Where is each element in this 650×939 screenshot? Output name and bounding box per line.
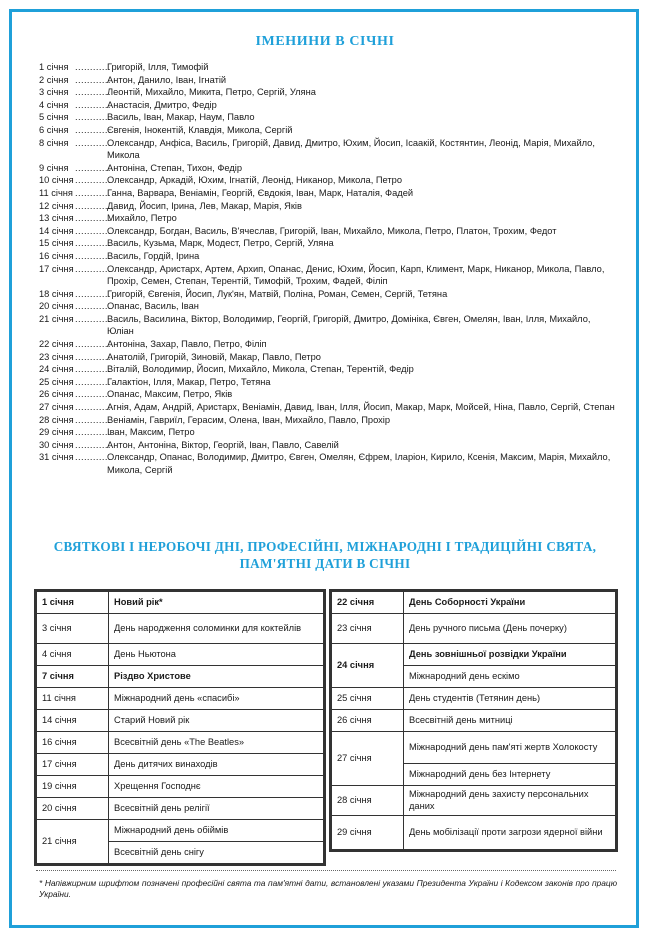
holiday-event: День дитячих винаходів (109, 754, 324, 776)
nameday-row (39, 351, 619, 364)
nameday-date (39, 74, 111, 87)
holiday-row (332, 644, 616, 666)
nameday-date (39, 174, 111, 187)
nameday-row (39, 99, 619, 112)
holiday-date: 14 січня (37, 710, 109, 732)
holiday-event: День студентів (Тетянин день) (404, 688, 616, 710)
nameday-names: Опанас, Максим, Петро, Яків (107, 389, 233, 400)
nameday-date-label: 8 січня (39, 137, 69, 148)
nameday-row (39, 187, 619, 200)
nameday-date (39, 363, 111, 376)
holiday-date: 20 січня (37, 798, 109, 820)
holiday-row (332, 786, 616, 816)
nameday-row (39, 212, 619, 225)
holiday-row (332, 614, 616, 644)
nameday-date (39, 439, 111, 452)
holiday-event: Міжнародний день «спасибі» (109, 688, 324, 710)
nameday-date (39, 300, 111, 313)
nameday-date-label: 27 січня (39, 402, 74, 413)
holiday-event: Всесвітній день митниці (404, 710, 616, 732)
nameday-names: Євгенія, Інокентій, Клавдія, Микола, Сергій (107, 124, 293, 135)
nameday-names: Давид, Йосип, Ірина, Лев, Макар, Марія, Яків (107, 200, 302, 211)
holiday-date: 4 січня (37, 644, 109, 666)
nameday-dot-leader: ............ (75, 376, 111, 387)
holiday-row (37, 688, 324, 710)
nameday-date-label: 15 січня (39, 238, 74, 249)
nameday-date (39, 225, 111, 238)
holiday-date: 1 січня (37, 592, 109, 614)
holiday-event: Всесвітній день снігу (109, 842, 324, 864)
nameday-names: Антоніна, Степан, Тихон, Федір (107, 162, 243, 173)
holiday-date: 11 січня (37, 688, 109, 710)
nameday-date-label: 1 січня (39, 62, 69, 72)
nameday-names: Василь, Гордій, Ірина (107, 250, 200, 261)
nameday-row (39, 288, 619, 301)
holiday-row (37, 798, 324, 820)
nameday-names: Василь, Іван, Макар, Наум, Павло (107, 112, 255, 123)
holiday-event: День мобілізації проти загрози ядерної війни (404, 816, 616, 850)
nameday-date (39, 162, 111, 175)
nameday-row (39, 86, 619, 99)
holiday-date: 25 січня (332, 688, 404, 710)
holidays-title: СВЯТКОВІ І НЕРОБОЧІ ДНІ, ПРОФЕСІЙНІ, МІЖНАРОДНІ І ТРАДИЦІЙНІ СВЯТА, ПАМ'ЯТНІ ДАТИ В СІЧНІ (53, 539, 597, 571)
nameday-date-label: 9 січня (39, 162, 69, 173)
holiday-date: 16 січня (37, 732, 109, 754)
nameday-date (39, 376, 111, 389)
nameday-names: Олександр, Богдан, Василь, В'ячеслав, Григорій, Іван, Михайло, Микола, Петро, Платон, Трохим, Федот (107, 225, 557, 236)
holiday-event: Хрещення Господнє (109, 776, 324, 798)
nameday-date-label: 14 січня (39, 225, 74, 236)
nameday-row (39, 376, 619, 389)
holiday-event: Міжнародний день ескімо (404, 666, 616, 688)
nameday-dot-leader: ............ (75, 225, 111, 236)
nameday-names: Анатолій, Григорій, Зиновій, Макар, Павло, Петро (107, 351, 321, 362)
nameday-date-label: 22 січня (39, 339, 74, 350)
nameday-row (39, 225, 619, 238)
nameday-row (39, 174, 619, 187)
nameday-dot-leader: ............ (75, 162, 111, 173)
holiday-event: День Ньютона (109, 644, 324, 666)
nameday-date (39, 451, 111, 476)
holiday-event: Міжнародний день пам'яті жертв Холокосту (404, 732, 616, 764)
nameday-date (39, 263, 111, 288)
nameday-names: Антоніна, Захар, Павло, Петро, Філіп (107, 339, 267, 350)
nameday-dot-leader: ............ (75, 99, 111, 110)
holiday-row (332, 816, 616, 850)
nameday-date-label: 10 січня (39, 175, 74, 186)
nameday-row (39, 162, 619, 175)
nameday-dot-leader: ............ (75, 288, 111, 299)
nameday-dot-leader: ............ (75, 339, 111, 350)
nameday-row (39, 451, 619, 476)
nameday-names: Михайло, Петро (107, 213, 177, 224)
nameday-date-label: 26 січня (39, 389, 74, 400)
nameday-date-label: 3 січня (39, 87, 69, 98)
nameday-dot-leader: ............ (75, 238, 111, 249)
nameday-dot-leader: ............ (75, 200, 111, 211)
nameday-dot-leader: ............ (75, 62, 111, 72)
nameday-row (39, 426, 619, 439)
holiday-event: Міжнародний день обіймів (109, 820, 324, 842)
holiday-date: 22 січня (332, 592, 404, 614)
nameday-row (39, 313, 619, 338)
nameday-dot-leader: ............ (75, 250, 111, 261)
nameday-dot-leader: ............ (75, 87, 111, 98)
nameday-names: Антон, Антоніна, Віктор, Георгій, Іван, Павло, Савелій (107, 439, 339, 450)
nameday-names: Олександр, Аркадій, Юхим, Ігнатій, Леонід, Никанор, Микола, Петро (107, 175, 403, 186)
holiday-row (37, 644, 324, 666)
nameday-dot-leader: ............ (75, 414, 111, 425)
nameday-dot-leader: ............ (75, 364, 111, 375)
holiday-date: 26 січня (332, 710, 404, 732)
footnote: * Напівжирним шрифтом позначені професійні свята та пам'ятні дати, встановлені указами Президента України і Кодексом законів про працю України. (39, 878, 617, 899)
nameday-date (39, 313, 111, 338)
holiday-row (37, 710, 324, 732)
holiday-row (37, 614, 324, 644)
nameday-date-label: 30 січня (39, 439, 74, 450)
nameday-date (39, 288, 111, 301)
holiday-date: 7 січня (37, 666, 109, 688)
holiday-event: День народження соломинки для коктейлів (109, 614, 324, 644)
nameday-row (39, 124, 619, 137)
nameday-names: Василь, Василина, Віктор, Володимир, Георгій, Григорій, Дмитро, Домініка, Євген, Омелян, Іван, Ілля, Михайло, Юліан (107, 313, 591, 337)
holiday-event: День зовнішньої розвідки України (404, 644, 616, 666)
nameday-date-label: 23 січня (39, 351, 74, 362)
nameday-date-label: 12 січня (39, 200, 74, 211)
nameday-row (39, 237, 619, 250)
nameday-date (39, 426, 111, 439)
holiday-date: 24 січня (332, 644, 404, 688)
nameday-date-label: 28 січня (39, 414, 74, 425)
nameday-date-label: 21 січня (39, 313, 74, 324)
nameday-date (39, 137, 111, 162)
nameday-row (39, 250, 619, 263)
nameday-dot-leader: ............ (75, 439, 111, 450)
nameday-date-label: 17 січня (39, 263, 74, 274)
nameday-names: Олександр, Аристарх, Артем, Архип, Опанас, Денис, Юхим, Йосип, Карп, Климент, Марк, Никанор, Микола, Павло, Прохір, Семен, Степан, Терентій, Тимофій, Трохим, Фадей, Філіп (107, 263, 605, 287)
nameday-row (39, 200, 619, 213)
nameday-names: Галактіон, Ілля, Макар, Петро, Тетяна (107, 376, 271, 387)
nameday-row (39, 61, 619, 74)
holiday-row (37, 732, 324, 754)
nameday-date (39, 351, 111, 364)
nameday-date-label: 31 січня (39, 452, 74, 463)
nameday-names: Опанас, Василь, Іван (107, 301, 199, 312)
holidays-table-right (331, 591, 616, 850)
nameday-names: Анастасія, Дмитро, Федір (107, 99, 217, 110)
holiday-row (332, 732, 616, 764)
nameday-date (39, 124, 111, 137)
holiday-row (37, 754, 324, 776)
holiday-event: Міжнародний день захисту персональних даних (404, 786, 616, 816)
holiday-date: 17 січня (37, 754, 109, 776)
nameday-dot-leader: ............ (75, 301, 111, 312)
nameday-dot-leader: ............ (75, 175, 111, 186)
nameday-row (39, 300, 619, 313)
nameday-dot-leader: ............ (75, 263, 111, 274)
holiday-event: Міжнародний день без Інтернету (404, 764, 616, 786)
nameday-dot-leader: ............ (75, 389, 111, 400)
nameday-date (39, 61, 111, 74)
nameday-date-label: 6 січня (39, 124, 69, 135)
nameday-row (39, 137, 619, 162)
nameday-names: Агнія, Адам, Андрій, Аристарх, Веніамін, Давид, Іван, Ілля, Йосип, Макар, Марк, Мойсей, Ніна, Павло, Сергій, Степан (107, 402, 615, 413)
holiday-event: Всесвітній день «The Beatles» (109, 732, 324, 754)
nameday-date-label: 18 січня (39, 288, 74, 299)
nameday-dot-leader: ............ (75, 313, 111, 324)
nameday-names: Григорій, Ілля, Тимофій (107, 62, 209, 72)
holiday-row (332, 688, 616, 710)
nameday-date-label: 11 січня (39, 187, 73, 198)
nameday-dot-leader: ............ (75, 402, 111, 413)
holiday-date: 23 січня (332, 614, 404, 644)
footnote-divider (36, 870, 616, 871)
nameday-row (39, 263, 619, 288)
nameday-date (39, 414, 111, 427)
nameday-names: Ганна, Варвара, Веніамін, Георгій, Євдокія, Іван, Марк, Наталія, Фадей (107, 187, 414, 198)
nameday-date-label: 16 січня (39, 250, 74, 261)
nameday-row (39, 388, 619, 401)
nameday-date (39, 237, 111, 250)
nameday-date (39, 86, 111, 99)
holiday-date: 29 січня (332, 816, 404, 850)
nameday-date (39, 250, 111, 263)
nameday-date (39, 187, 111, 200)
nameday-dot-leader: ............ (75, 187, 111, 198)
nameday-date-label: 5 січня (39, 112, 69, 123)
nameday-names: Григорій, Євгенія, Йосип, Лук'ян, Матвій, Поліна, Роман, Семен, Сергій, Тетяна (107, 288, 448, 299)
holiday-row (37, 666, 324, 688)
holiday-row (37, 776, 324, 798)
nameday-date (39, 401, 111, 414)
holiday-date: 28 січня (332, 786, 404, 816)
holiday-event: Старий Новий рік (109, 710, 324, 732)
namedays-list (39, 61, 619, 477)
nameday-dot-leader: ............ (75, 351, 111, 362)
nameday-dot-leader: ............ (75, 74, 111, 85)
nameday-date-label: 4 січня (39, 99, 69, 110)
nameday-date-label: 25 січня (39, 376, 74, 387)
holiday-row (37, 820, 324, 842)
holidays-table-left (36, 591, 324, 864)
nameday-row (39, 414, 619, 427)
holiday-date: 19 січня (37, 776, 109, 798)
nameday-dot-leader: ............ (75, 213, 111, 224)
nameday-names: Віталій, Володимир, Йосип, Михайло, Микола, Степан, Терентій, Федір (107, 364, 414, 375)
nameday-row (39, 74, 619, 87)
holiday-date: 27 січня (332, 732, 404, 786)
holiday-event: Всесвітній день релігії (109, 798, 324, 820)
holiday-row (332, 710, 616, 732)
nameday-names: Олександр, Опанас, Володимир, Дмитро, Євген, Омелян, Єфрем, Іларіон, Кирило, Ксенія, Максим, Марія, Михайло, Микола, Сергій (107, 452, 611, 475)
nameday-row (39, 439, 619, 452)
nameday-names: Антон, Данило, Іван, Ігнатій (107, 74, 227, 85)
nameday-dot-leader: ............ (75, 427, 111, 438)
nameday-date-label: 20 січня (39, 301, 74, 312)
holiday-event: Різдво Христове (109, 666, 324, 688)
nameday-names: Веніамін, Гавриїл, Герасим, Олена, Іван, Михайло, Павло, Прохір (107, 414, 391, 425)
nameday-row (39, 363, 619, 376)
nameday-date (39, 200, 111, 213)
holiday-event: День ручного письма (День почерку) (404, 614, 616, 644)
namedays-title: ІМЕНИНИ В СІЧНІ (255, 34, 395, 49)
holiday-date: 21 січня (37, 820, 109, 864)
nameday-names: Іван, Максим, Петро (107, 427, 195, 438)
nameday-date-label: 24 січня (39, 364, 74, 375)
nameday-dot-leader: ............ (75, 452, 111, 463)
holiday-row (332, 592, 616, 614)
nameday-date (39, 212, 111, 225)
nameday-names: Леонтій, Михайло, Микита, Петро, Сергій, Уляна (107, 87, 316, 98)
holiday-event: Новий рік* (109, 592, 324, 614)
nameday-dot-leader: ............ (75, 112, 111, 123)
holiday-row (37, 592, 324, 614)
nameday-names: Олександр, Анфіса, Василь, Григорій, Давид, Дмитро, Юхим, Йосип, Ісаакій, Костянтин, Леонід, Марія, Михайло, Микола (107, 137, 595, 161)
nameday-row (39, 111, 619, 124)
nameday-date (39, 99, 111, 112)
nameday-date (39, 388, 111, 401)
nameday-row (39, 338, 619, 351)
holiday-date: 3 січня (37, 614, 109, 644)
nameday-dot-leader: ............ (75, 124, 111, 135)
nameday-date-label: 29 січня (39, 427, 74, 438)
nameday-date-label: 2 січня (39, 74, 69, 85)
nameday-date-label: 13 січня (39, 213, 74, 224)
nameday-dot-leader: ............ (75, 137, 111, 148)
nameday-names: Василь, Кузьма, Марк, Модест, Петро, Сергій, Уляна (107, 238, 334, 249)
nameday-row (39, 401, 619, 414)
holiday-event: День Соборності України (404, 592, 616, 614)
nameday-date (39, 338, 111, 351)
nameday-date (39, 111, 111, 124)
